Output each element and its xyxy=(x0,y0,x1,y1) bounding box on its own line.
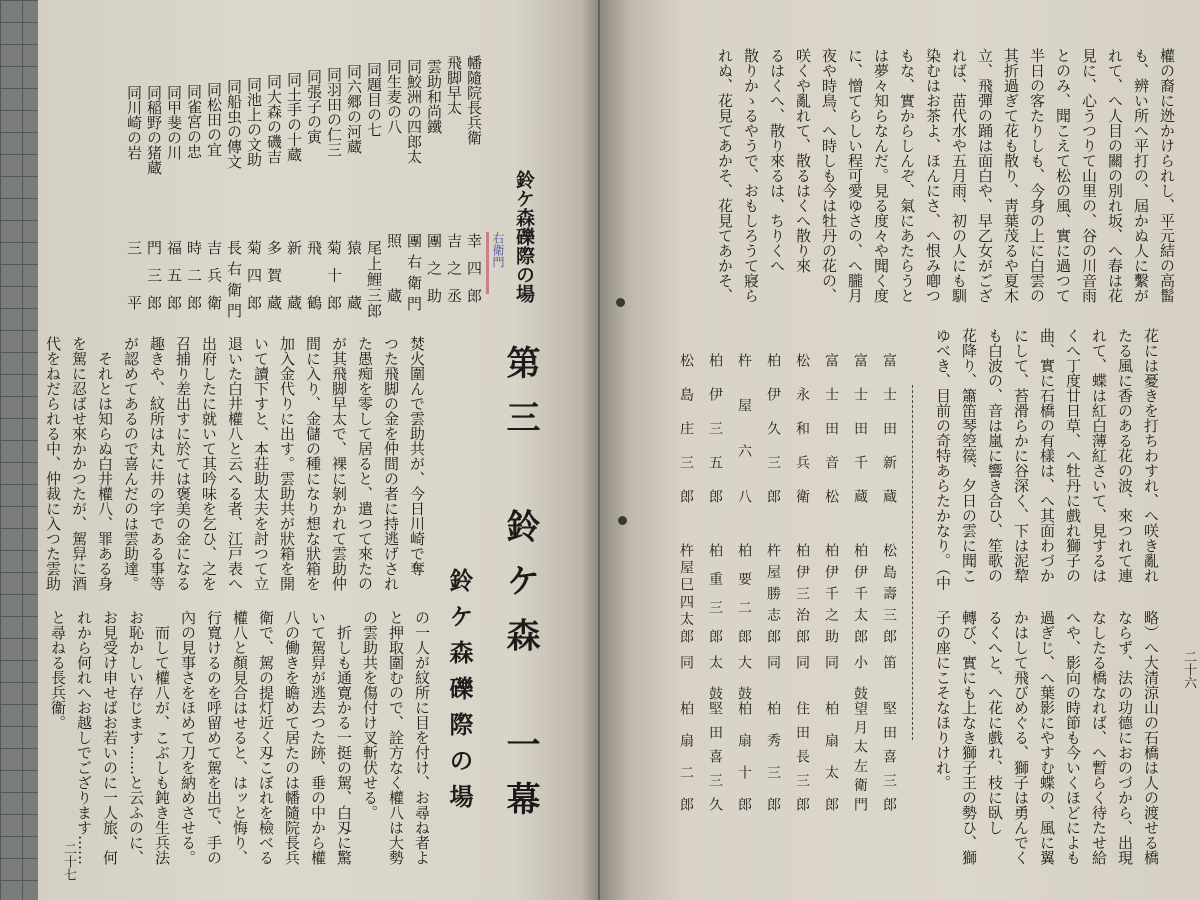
text-column: 子の座にこそなほりけれ。 xyxy=(934,610,952,790)
musician-name: 松永和兵衛 xyxy=(794,353,810,503)
cast-entry xyxy=(384,55,404,315)
text-column: 折しも通寛かる一挺の駕、白刄に驚 xyxy=(335,610,353,865)
cast-actor: 幸四郎 xyxy=(465,233,483,303)
cast-actor: 門三郎 xyxy=(145,240,163,310)
cast-role: 同羽田の仁三 xyxy=(325,66,343,157)
text-column: も白波の、音は嵐に響き合ひ、笙歌の xyxy=(986,328,1004,583)
text-column: にして、苔滑らかに谷深く、下は泥犂 xyxy=(1012,328,1030,583)
cast-entry xyxy=(124,55,144,315)
text-column: 衛で、駕の提灯近く刄こぼれを檢べる xyxy=(257,610,275,865)
text-column: が其飛脚早太で、裸に剝かれて雲助仲 xyxy=(330,336,348,591)
musician-column xyxy=(730,345,759,815)
musician-name: 富士田音松 xyxy=(823,353,839,503)
musician-name: 柏重三郎 xyxy=(707,543,723,643)
text-column: は夢々知らなんだ。見る度々や聞く度 xyxy=(872,48,890,303)
cast-role: 同題目の七 xyxy=(365,61,383,137)
cast-entry xyxy=(144,55,164,315)
text-column: 焚火圍んで雲助共が、今日川崎で奪 xyxy=(408,336,426,576)
text-column: た愚痴を零して居ると、遣つて來たの xyxy=(356,336,374,591)
musician-name: 富士田千蔵 xyxy=(852,353,868,503)
text-column: 權八と顏見合はせると、はッと悔り、 xyxy=(231,610,249,865)
instrument-label: 同 xyxy=(794,655,810,669)
text-column: と押取圍むので、詮方なく權八は大勢 xyxy=(387,610,405,865)
text-column: 立、飛彈の踊は面白や、早乙女がござ xyxy=(976,48,994,303)
text-column: の雲助共を傷付け叉斬伏せる。 xyxy=(361,610,379,820)
cast-list xyxy=(104,55,484,318)
text-column: たる風に香のある花の波、來つれて連 xyxy=(1116,328,1134,583)
cast-actor: 多賀蔵 xyxy=(265,240,283,310)
text-column: お見受け申せばお若いのに一人旅、何 xyxy=(101,610,119,865)
cast-entry xyxy=(164,55,184,315)
cast-entry xyxy=(444,55,464,315)
scene-heading: 鈴ケ森礫際の場 xyxy=(513,170,535,303)
cast-role: 同六郷の河蔵 xyxy=(345,64,363,154)
page-number-right: 二十六 xyxy=(1181,650,1196,689)
text-column: なしたる橋なれば、へ暫らく待たせ給 xyxy=(1090,610,1108,865)
musician-name: 柏扇二郎 xyxy=(678,701,694,811)
text-column: 出府したに就いて其吟味を乞ひ、之を xyxy=(200,336,218,591)
text-column: 過ぎじ、へ葉影にやすむ蝶の、風に翼 xyxy=(1038,610,1056,865)
musician-name: 柏要二郎 xyxy=(736,543,752,643)
text-column: へや、影向の時節も今いくほどによも xyxy=(1064,610,1082,865)
musician-name: 松島壽三郎 xyxy=(881,543,897,643)
lyrics-lower xyxy=(928,610,1164,880)
text-column: 散りかゝるやうで、おもしろうて寢ら xyxy=(742,48,760,303)
act-subtitle: 鈴ケ森礫際の場 xyxy=(445,568,474,808)
text-column: お恥かしい存じます……と云ふのに、 xyxy=(127,610,145,865)
text-column: 其折過ぎて花も散り、靑葉茂るや夏木 xyxy=(1002,48,1020,303)
text-column: も、辨い所へ平打の、屆かぬ人に繫が xyxy=(1132,48,1150,303)
text-column: もな、實からしんぞ、氣にあたらうと xyxy=(898,48,916,303)
cast-role: 幡隨院長兵衛 xyxy=(465,55,483,145)
cast-actor: 菊四郎 xyxy=(245,240,263,310)
cast-role: 同土手の十蔵 xyxy=(285,71,303,162)
cast-entry xyxy=(244,55,264,315)
text-column: 而して權八が、こぶしも鈍き生兵法 xyxy=(153,610,171,865)
page-number-left: 二十七 xyxy=(61,842,76,881)
musician-name: 柏扇十郎 xyxy=(736,701,752,811)
cast-actor: 團之助 xyxy=(425,233,443,303)
musician-column xyxy=(875,345,904,815)
cast-role: 同池上の文助 xyxy=(245,76,263,167)
cast-actor: 三平 xyxy=(125,240,143,310)
text-column: を駕に忍ばせ來かかつたが、駕舁に酒 xyxy=(70,336,88,591)
binding-hole xyxy=(616,298,625,307)
text-column: 行寬けるのを呼留めて駕を出で、手の xyxy=(205,610,223,865)
text-column: 轉び、實にも上なき獅子王の勢ひ、獅 xyxy=(960,610,978,865)
text-column: 染むはお茶よ、ほんにさ、へ恨み喞つ xyxy=(924,48,942,303)
text-column: が認めてあるので喜んだのは雲助達。 xyxy=(122,336,140,591)
text-column: 退いた白井權八と云へる者、江戸表へ xyxy=(226,336,244,591)
cast-actor: 福五郎 xyxy=(165,240,183,310)
text-column: 咲くや亂れて、散るはくへ散り來 xyxy=(794,48,812,273)
text-column: 花には憂きを打ちわすれ、へ咲き亂れ xyxy=(1142,328,1160,583)
text-column: ならず、法の功德におのづから、出現 xyxy=(1116,610,1134,865)
cast-role: 同張子の寅 xyxy=(305,69,323,144)
cast-actor: 時二郎 xyxy=(185,240,203,310)
musician-name: 堅田喜三久 xyxy=(707,701,723,811)
text-column: 見に、心うつりて山里の、谷の川音雨 xyxy=(1080,48,1098,303)
instrument-label: 笛 xyxy=(881,655,897,669)
text-column: 夜や時鳥、へ時しも今は牡丹の花の、 xyxy=(820,48,838,303)
cast-entry xyxy=(404,55,424,315)
instrument-label: 同 xyxy=(823,655,839,669)
red-pencil-mark xyxy=(486,232,489,294)
cast-role: 同鮫洲の四郎太 xyxy=(405,59,423,164)
musician-name: 杵屋勝志郎 xyxy=(765,543,781,643)
musician-name: 柏伊三治郎 xyxy=(794,543,810,643)
cast-entry xyxy=(204,55,224,315)
musician-column xyxy=(846,345,875,815)
musician-column xyxy=(672,345,701,815)
act-title: 第三 鈴ケ森 一幕 xyxy=(500,345,540,815)
cast-entry xyxy=(464,55,484,315)
musician-name: 堅田喜三郎 xyxy=(881,701,897,811)
text-column: に、憎てらしい程可愛ゆさの、へ朧月 xyxy=(846,48,864,303)
cast-actor: 團右衛門 xyxy=(405,233,423,311)
cast-actor: 飛鶴 xyxy=(305,240,323,310)
text-column: くへ丁度廿日草、へ牡丹に戲れ獅子の xyxy=(1064,328,1082,583)
cast-entry xyxy=(184,55,204,315)
cast-role: 同稲野の猪蔵 xyxy=(145,85,163,175)
musician-name: 望月太左衛門 xyxy=(852,701,868,811)
cast-entry xyxy=(264,55,284,315)
cast-entry xyxy=(324,55,344,315)
musician-name: 杵屋巳四太郎 xyxy=(678,543,694,643)
instrument-label: 小鼓 xyxy=(852,655,868,700)
musician-name: 柏伊千太郎 xyxy=(852,543,868,643)
text-column: ゆべき、目前の奇特あらたかなり。（中 xyxy=(934,328,952,591)
musician-name: 柏秀三郎 xyxy=(765,701,781,811)
cast-entry xyxy=(224,55,244,318)
text-column: 代をねだられる中、仲裁に入つた雲助 xyxy=(44,336,62,591)
text-column: 曲、實に石橋の有樣は、へ其面わづか xyxy=(1038,328,1056,583)
musician-name: 柏扇太郎 xyxy=(823,701,839,811)
lyrics-upper xyxy=(680,48,1180,318)
musician-name: 富士田新蔵 xyxy=(881,353,897,503)
text-column: 內の見事さをほめて刀を納めさせる。 xyxy=(179,610,197,865)
musician-name: 柏伊久三郎 xyxy=(765,353,781,503)
cast-actor: 吉之丞 xyxy=(445,233,463,303)
text-column: れて、蝶は紅白薄紅さいて、見するは xyxy=(1090,328,1108,583)
cast-role: 同川崎の岩 xyxy=(125,85,143,160)
text-column: それとは知らぬ白井權八、罪ある身 xyxy=(96,336,114,591)
text-column: かはして飛びめぐる、獅子は勇んでく xyxy=(1012,610,1030,865)
cast-role: 同生麦の八 xyxy=(385,59,403,134)
cast-actor: 尾上鯉三郎 xyxy=(365,240,383,318)
text-column: れぬ、花見てあかそ、花見てあかそ、 xyxy=(716,48,734,303)
instrument-label: 同 xyxy=(765,655,781,669)
musician-name: 松島庄三郎 xyxy=(678,353,694,503)
binding-hole xyxy=(618,516,627,525)
lyrics-middle xyxy=(928,328,1164,600)
cast-actor: 猿蔵 xyxy=(345,240,363,310)
text-column: とのみ、聞こえて松の風、實に過つて xyxy=(1054,48,1072,303)
musician-column xyxy=(817,345,846,815)
text-column: の一人が紋所に目を付け、お尋ね者よ xyxy=(413,610,431,865)
text-column: 加入金代りに出す。雲助共が狀箱を開 xyxy=(278,336,296,591)
text-column: るくへと、へ花に戲れ、枝に臥し xyxy=(986,610,1004,835)
cast-role: 同船虫の傳文 xyxy=(225,79,243,169)
musician-column xyxy=(701,345,730,815)
cast-entry xyxy=(344,55,364,315)
cast-role: 同大森の磯吉 xyxy=(265,74,283,164)
text-column: 花降り、簫笛琴箜篌、夕日の雲に聞こ xyxy=(960,328,978,583)
text-column: 略）へ大清涼山の石橋は人の渡せる橋 xyxy=(1142,610,1160,865)
cast-actor: 吉兵衛 xyxy=(205,240,223,310)
text-column: れて、へ人目の關の別れ坂、へ春は花 xyxy=(1106,48,1124,303)
text-column: 權の裔に迯かけられし、平元結の高髷 xyxy=(1158,48,1176,303)
text-column: 半日の客たりしも、今身の上に白雲の xyxy=(1028,48,1046,303)
cast-role: 同甲斐の川 xyxy=(165,85,183,160)
text-column: と尋ねる長兵衞。 xyxy=(49,610,67,730)
cast-actor: 菊十郎 xyxy=(325,240,343,310)
cast-entry xyxy=(364,55,384,318)
instrument-label: 大鼓 xyxy=(736,655,752,700)
dashed-divider xyxy=(912,385,913,740)
text-column: 間に入り、金儲の種になり想な狀箱を xyxy=(304,336,322,591)
musician-column xyxy=(788,345,817,815)
text-column: 召捕り差出すに於ては褒美の金になる xyxy=(174,336,192,591)
cast-role: 雲助和尚鐵 xyxy=(425,59,443,134)
cast-role: 飛脚早太 xyxy=(445,55,463,115)
synopsis-upper xyxy=(40,336,430,601)
cast-role: 同松田の宜 xyxy=(205,81,223,157)
text-column: れば、苗代水や五月雨、初の人にも馴 xyxy=(950,48,968,303)
cast-actor: 新蔵 xyxy=(285,240,303,310)
cast-role: 同雀宮の忠 xyxy=(185,84,203,159)
cast-entry xyxy=(424,55,444,315)
text-column: 趣きや、紋所は丸に井の字である事等 xyxy=(148,336,166,591)
text-column: 八の働きを瞻めて居たのは幡隨院長兵 xyxy=(283,610,301,865)
text-column: いて讀下すと、本荘助太夫を討つて立 xyxy=(252,336,270,591)
instrument-label: 太鼓 xyxy=(707,655,723,700)
cast-entry xyxy=(304,55,324,315)
cast-actor: 照蔵 xyxy=(385,233,403,303)
musicians-list xyxy=(664,345,904,815)
text-column: れから何れへお越しでござります…… xyxy=(75,610,93,865)
text-column: るはくへ、散り來るは、ちりくへ xyxy=(768,48,786,273)
musician-column xyxy=(759,345,788,815)
musician-name: 柏伊三五郎 xyxy=(707,353,723,503)
text-column: つた飛脚の金を仲間の者に持逃げされ xyxy=(382,336,400,591)
cast-entry xyxy=(284,55,304,315)
synopsis-lower xyxy=(50,610,435,880)
cast-actor: 長右衛門 xyxy=(225,240,243,318)
musician-name: 柏伊千之助 xyxy=(823,543,839,643)
handwritten-note: 右衛門 xyxy=(491,232,505,268)
text-column: いて駕舁が逃去つた跡、垂の中から權 xyxy=(309,610,327,865)
musician-name: 住田長三郎 xyxy=(794,701,810,811)
instrument-label: 同 xyxy=(678,655,694,669)
musician-name: 杵屋六八 xyxy=(736,353,752,503)
